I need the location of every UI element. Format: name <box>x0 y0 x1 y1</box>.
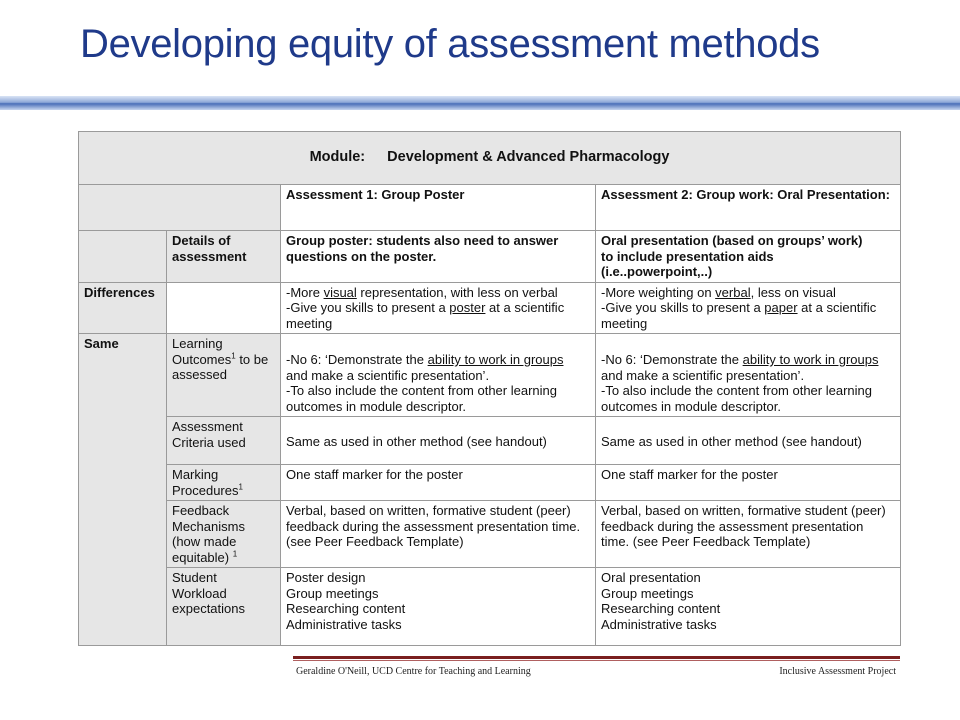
learning-outcomes-a2: -No 6: ‘Demonstrate the ability to work in groups and make a scientific presentation’. -To also include the content from other learning outcomes in module descriptor. <box>596 334 901 417</box>
details-a2 <box>596 231 901 283</box>
differences-a1 <box>281 282 596 334</box>
slide-title: Developing equity of assessment methods <box>80 22 820 66</box>
table-row-criteria <box>79 417 901 465</box>
list-item: Administrative tasks <box>601 616 717 632</box>
diff-a1-line1: -More visual representation, with less on verbal <box>286 284 558 300</box>
module-label: Module: <box>309 149 366 166</box>
footer-divider-thin <box>293 660 900 661</box>
criteria-label: Assessment Criteria used <box>167 417 281 465</box>
learning-outcomes-label: Learning Outcomes$^1$ to be assessed <box>167 334 281 417</box>
table-row-workload <box>79 568 901 646</box>
list-item: Researching content <box>286 601 406 616</box>
details-a2-line2: to include presentation aids <box>601 248 774 264</box>
differences-label: Differences <box>79 282 167 334</box>
table-row-module <box>79 132 901 185</box>
marking-a1: One staff marker for the poster <box>281 465 596 501</box>
criteria-a1: Same as used in other method (see handout) <box>281 417 596 465</box>
table-row-learning-outcomes <box>79 334 901 417</box>
details-label: Details of assessment <box>167 231 281 283</box>
feedback-label: Feedback Mechanisms (how made equitable) $^1$ <box>167 501 281 568</box>
module-table <box>78 131 901 646</box>
table-row-assessment-headers <box>79 185 901 231</box>
footer-project: Inclusive Assessment Project <box>779 666 896 677</box>
details-a1: Group poster: students also need to answer questions on the poster. <box>281 231 596 283</box>
table-row-marking <box>79 465 901 501</box>
feedback-a1: Verbal, based on written, formative student (peer) feedback during the assessment presentation time. (see Peer Feedback Template) <box>281 501 596 568</box>
workload-a1 <box>281 568 596 646</box>
details-a2-line3: (i.e..powerpoint,..) <box>601 264 713 279</box>
title-divider-bar <box>0 96 960 110</box>
footer-author: Geraldine O'Neill, UCD Centre for Teaching and Learning <box>296 666 531 677</box>
blank-header-cell <box>79 185 281 231</box>
table-row-differences <box>79 282 901 334</box>
table-row-feedback <box>79 501 901 568</box>
learning-outcomes-a1: -No 6: ‘Demonstrate the ability to work in groups and make a scientific presentation’. -To also include the content from other learning outcomes in module descriptor. <box>281 334 596 417</box>
diff-a1-line3: meeting <box>286 315 333 331</box>
list-item: Oral presentation <box>601 570 701 585</box>
same-label: Same <box>79 334 167 646</box>
footer-divider <box>293 656 900 659</box>
blank-differences-cell <box>167 282 281 334</box>
diff-a2-line2: -Give you skills to present a paper at a scientific <box>601 300 877 315</box>
list-item: Researching content <box>601 601 721 616</box>
blank-details-cell <box>79 231 167 283</box>
module-name: Development & Advanced Pharmacology <box>387 149 670 166</box>
workload-label: Student Workload expectations <box>167 568 281 646</box>
feedback-a2: Verbal, based on written, formative student (peer) feedback during the assessment presentation time. (see Peer Feedback Template) <box>596 501 901 568</box>
list-item: Administrative tasks <box>286 616 402 632</box>
diff-a2-line3: meeting <box>601 315 648 331</box>
list-item: Group meetings <box>601 585 694 601</box>
criteria-a2: Same as used in other method (see handout) <box>596 417 901 465</box>
differences-a2 <box>596 282 901 334</box>
diff-a1-line2: -Give you skills to present a poster at a scientific <box>286 300 565 315</box>
assessment1-header: Assessment 1: Group Poster <box>281 185 596 231</box>
table-row-details <box>79 231 901 283</box>
list-item: Group meetings <box>286 585 379 601</box>
details-a2-line1: Oral presentation (based on groups’ work) <box>601 233 863 248</box>
list-item: Poster design <box>286 570 366 585</box>
diff-a2-line1: -More weighting on verbal, less on visual <box>601 284 836 300</box>
assessment2-header: Assessment 2: Group work: Oral Presentation: <box>596 185 901 231</box>
module-title-cell <box>79 132 901 185</box>
workload-a2 <box>596 568 901 646</box>
marking-label: Marking Procedures$^1$ <box>167 465 281 501</box>
marking-a2: One staff marker for the poster <box>596 465 901 501</box>
